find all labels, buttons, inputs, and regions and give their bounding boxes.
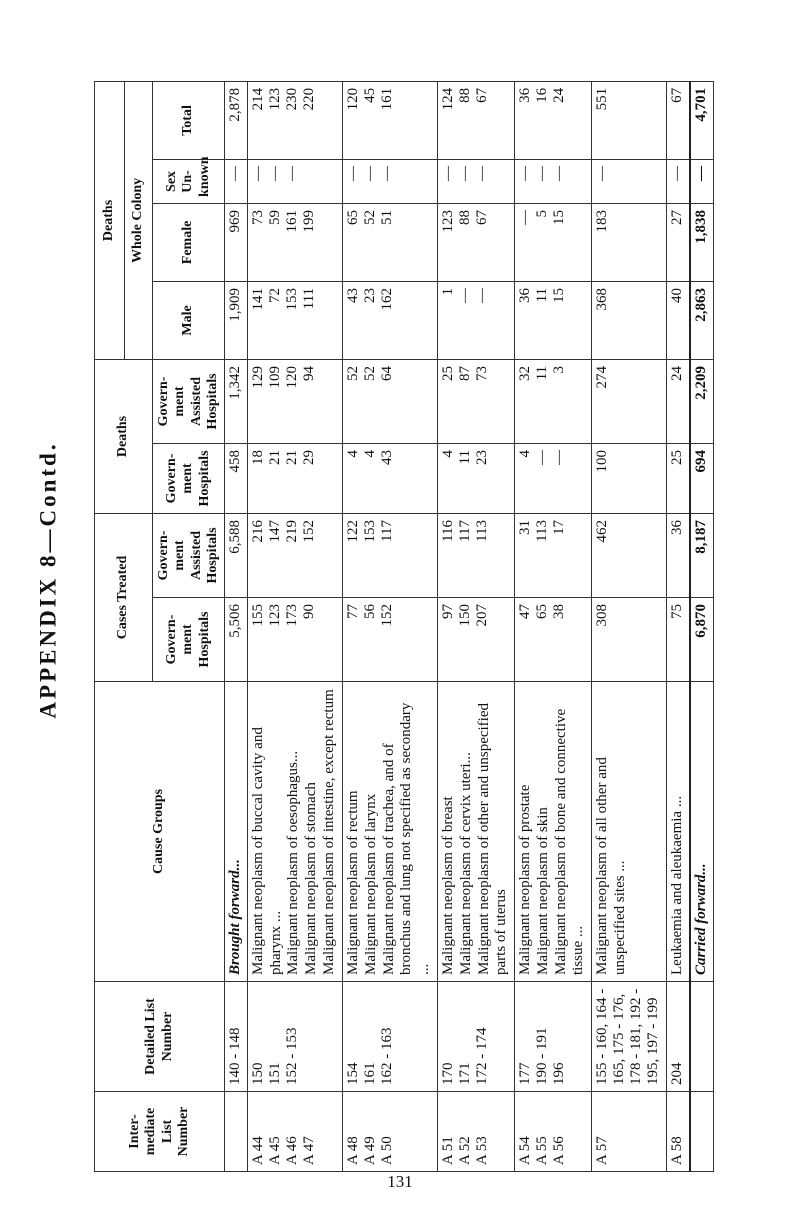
cell-text: — — — [440, 165, 491, 181]
cell-male [666, 281, 690, 359]
cell-deaths-gov [666, 443, 690, 513]
cell-text: 1,342 [227, 365, 243, 400]
cell-text: 2,863 [692, 287, 709, 322]
cell-interm [592, 1092, 666, 1172]
cell-text: 36 16 24 [517, 87, 568, 103]
cell-text: A 54 A 55 A 56 [517, 1136, 568, 1165]
cell-cause [690, 682, 714, 982]
cell-text: 73 59 161 199 [250, 209, 318, 233]
cell-text: 183 [594, 209, 611, 233]
cell-cases-assisted [666, 513, 690, 597]
cell-unknown [343, 159, 438, 203]
cell-total [690, 81, 714, 159]
cell-deaths-assisted [690, 359, 714, 443]
cell-interm [438, 1092, 515, 1172]
header-total: Total [153, 81, 225, 159]
cell-text: 4 — — [517, 449, 568, 465]
cell-text: A 44 A 45 A 46 A 47 [250, 1136, 318, 1165]
cell-total [438, 81, 515, 159]
cell-cases-assisted [690, 513, 714, 597]
cell-text: 100 [594, 449, 611, 473]
cell-cases-gov [592, 598, 666, 682]
header-deaths-colony: Deaths [95, 81, 125, 359]
table-body [225, 81, 714, 1171]
cell-text: A 48 A 49 A 50 [345, 1136, 396, 1165]
cell-text: 25 87 73 [440, 365, 491, 381]
cell-text: 204 [668, 1062, 685, 1085]
cell-detailed [690, 982, 714, 1092]
cell-text: 1,838 [692, 209, 709, 244]
cell-text: 120 45 161 [345, 87, 396, 111]
cell-text: 27 [668, 209, 685, 225]
cell-text: — [594, 165, 611, 181]
cell-text: 140 - 148 [227, 1027, 243, 1085]
cell-text: 368 [594, 287, 611, 311]
cell-female [592, 203, 666, 281]
cell-male [515, 281, 592, 359]
cell-text: — [227, 165, 243, 181]
cell-text: — — — [250, 165, 301, 181]
table-row [592, 81, 666, 1171]
cell-total [343, 81, 438, 159]
cell-total [666, 81, 690, 159]
cell-deaths-gov [343, 443, 438, 513]
cell-text: 47 65 38 [517, 604, 568, 619]
cell-deaths-assisted [438, 359, 515, 443]
cell-text: Carried forward... [692, 863, 709, 975]
table-row [666, 81, 690, 1171]
cell-text: — — — [517, 165, 568, 181]
cell-text: 458 [227, 449, 243, 473]
cell-cause [343, 682, 438, 982]
cell-text: 4 4 43 [345, 449, 396, 465]
header-deaths-assisted: Govern-ment Assisted Hospitals [153, 359, 225, 443]
cell-text: 24 [668, 365, 685, 381]
cell-text: — [692, 165, 709, 181]
cell-text: 122 153 117 [345, 519, 396, 543]
cell-cases-gov [225, 598, 248, 682]
cell-text: 32 11 3 [517, 365, 568, 381]
cell-deaths-assisted [515, 359, 592, 443]
cell-text: 4 11 23 [440, 449, 491, 465]
cell-cause [438, 682, 515, 982]
cell-unknown [438, 159, 515, 203]
cell-text: Leukaemia and aleukaemia ... [668, 795, 685, 975]
cell-cases-gov [343, 598, 438, 682]
table-row [438, 81, 515, 1171]
cell-male [592, 281, 666, 359]
cell-unknown [690, 159, 714, 203]
cell-text: 129 109 120 94 [250, 365, 318, 389]
cell-deaths-gov [515, 443, 592, 513]
cell-cases-assisted [592, 513, 666, 597]
cell-text: — [668, 165, 685, 181]
cell-unknown [666, 159, 690, 203]
cell-text: 170 171 172 - 174 [440, 1027, 491, 1085]
header-whole-colony: Whole Colony [125, 81, 153, 359]
cell-detailed [666, 982, 690, 1092]
cell-cases-assisted [438, 513, 515, 597]
cell-text: — 5 15 [517, 209, 568, 225]
cell-male [438, 281, 515, 359]
cell-female [225, 203, 248, 281]
cell-text: 141 72 153 111 [250, 287, 318, 311]
cell-detailed [343, 982, 438, 1092]
cell-text: A 51 A 52 A 53 [440, 1136, 491, 1165]
cell-cases-gov [666, 598, 690, 682]
cell-text: 969 [227, 209, 243, 233]
cell-detailed [515, 982, 592, 1092]
cell-text: 36 [668, 519, 685, 535]
cell-detailed [225, 982, 248, 1092]
cell-cases-gov [438, 598, 515, 682]
cell-deaths-assisted [248, 359, 343, 443]
cell-male [343, 281, 438, 359]
header-cause-groups: Cause Groups [95, 682, 225, 982]
cell-text: 216 147 219 152 [250, 519, 318, 543]
cell-text: Malignant neoplasm of breast Malignant neoplasm of cervix uteri... Malignant neoplasm of other and unspecified parts of uterus [440, 702, 510, 975]
cell-male [248, 281, 343, 359]
cell-text: — — — [345, 165, 396, 181]
header-cases-gov: Govern-ment Hospitals [153, 598, 225, 682]
cell-text: 462 [594, 519, 611, 543]
table-row [343, 81, 438, 1171]
header-intermediate-list: Inter-mediate List Number [95, 1092, 225, 1172]
page-title: APPENDIX 8—Contd. [36, 441, 61, 719]
cell-text: 2,209 [692, 365, 709, 400]
cell-interm [666, 1092, 690, 1172]
cell-text: 75 [668, 604, 685, 619]
cell-cause [515, 682, 592, 982]
cell-deaths-gov [592, 443, 666, 513]
header-detailed-list: Detailed List Number [95, 982, 225, 1092]
cell-text: 308 [594, 604, 611, 627]
table-row [515, 81, 592, 1171]
cell-text: 31 113 17 [517, 519, 568, 542]
cell-cases-gov [248, 598, 343, 682]
page-title-wrapper [14, 40, 84, 1120]
cell-text: Brought forward... [227, 859, 243, 975]
cell-interm [225, 1092, 248, 1172]
cell-deaths-gov [248, 443, 343, 513]
cell-female [343, 203, 438, 281]
cell-detailed [438, 982, 515, 1092]
cell-deaths-assisted [343, 359, 438, 443]
header-deaths-gov: Govern-ment Hospitals [153, 443, 225, 513]
cell-text: 65 52 51 [345, 209, 396, 225]
cell-text: 150 151 152 - 153 [250, 1027, 301, 1085]
cell-text: 36 11 15 [517, 287, 568, 303]
cell-text: 67 [668, 87, 685, 103]
table-row [690, 81, 714, 1171]
cell-text: A 57 [594, 1136, 611, 1165]
cell-detailed [592, 982, 666, 1092]
cell-text: 116 117 113 [440, 519, 491, 542]
cell-cases-gov [690, 598, 714, 682]
cell-cause [666, 682, 690, 982]
cell-text: 18 21 21 29 [250, 449, 318, 465]
cell-text: 177 190 - 191 196 [517, 1027, 568, 1085]
cell-text: 214 123 230 220 [250, 87, 318, 111]
cell-female [666, 203, 690, 281]
cell-cause [592, 682, 666, 982]
table-row [248, 81, 343, 1171]
header-deaths-hospitals: Deaths [95, 359, 153, 513]
cell-text: 97 150 207 [440, 604, 491, 627]
cell-male [690, 281, 714, 359]
cell-interm [343, 1092, 438, 1172]
cell-text: 8,187 [692, 519, 709, 554]
cell-text: 52 52 64 [345, 365, 396, 381]
cell-total [248, 81, 343, 159]
cell-detailed [248, 982, 343, 1092]
cell-deaths-gov [438, 443, 515, 513]
cell-text: 2,878 [227, 87, 243, 122]
rotated-table-area [94, 82, 714, 1172]
header-cases-assisted: Govern-ment Assisted Hospitals [153, 513, 225, 597]
cell-unknown [592, 159, 666, 203]
cell-text: Malignant neoplasm of prostate Malignant neoplasm of skin Malignant neoplasm of bone and connective tissue ... [517, 708, 587, 975]
cell-text: 274 [594, 365, 611, 389]
cell-text: Malignant neoplasm of buccal cavity and pharynx ... Malignant neoplasm of oesophagus... Malignant neoplasm of stomach Malignant neoplasm of intestine, except rectum [250, 689, 337, 975]
cell-text: 155 - 160, 164 - 165, 175 - 176, 178 - 181, 192 - 195, 197 - 199 [594, 988, 662, 1085]
cell-female [690, 203, 714, 281]
cell-deaths-gov [225, 443, 248, 513]
cell-cases-assisted [248, 513, 343, 597]
cell-text: Malignant neoplasm of all other and unspecified sites ... [594, 757, 629, 975]
cell-total [225, 81, 248, 159]
cell-text: 43 23 162 [345, 287, 396, 311]
cell-deaths-assisted [225, 359, 248, 443]
cell-deaths-gov [690, 443, 714, 513]
cell-female [515, 203, 592, 281]
cell-cases-assisted [225, 513, 248, 597]
cell-text: 40 [668, 287, 685, 303]
cell-text: 6,870 [692, 604, 709, 638]
cell-female [248, 203, 343, 281]
cell-text: 4,701 [692, 87, 709, 122]
cell-cases-assisted [515, 513, 592, 597]
cell-text: 155 123 173 90 [250, 604, 318, 627]
cell-interm [690, 1092, 714, 1172]
cell-text: 5,506 [227, 604, 243, 638]
cell-deaths-assisted [592, 359, 666, 443]
cell-total [515, 81, 592, 159]
header-male: Male [153, 281, 225, 359]
cell-text: A 58 [668, 1136, 685, 1165]
cell-total [592, 81, 666, 159]
cell-male [225, 281, 248, 359]
cell-cause [225, 682, 248, 982]
cell-text: 551 [594, 87, 611, 111]
cell-unknown [515, 159, 592, 203]
cell-text: 77 56 152 [345, 604, 396, 627]
cell-unknown [248, 159, 343, 203]
cell-text: 1 — — [440, 287, 491, 303]
cell-cause [248, 682, 343, 982]
table-row [225, 81, 248, 1171]
header-cases-treated: Cases Treated [95, 513, 153, 681]
cell-interm [515, 1092, 592, 1172]
cell-unknown [225, 159, 248, 203]
cell-cases-assisted [343, 513, 438, 597]
cell-interm [248, 1092, 343, 1172]
cell-text: 154 161 162 - 163 [345, 1027, 396, 1085]
cell-text: Malignant neoplasm of rectum Malignant neoplasm of larynx Malignant neoplasm of trachea, and of bronchus and lung not specified as secondary ... [345, 702, 432, 975]
appendix-table [94, 81, 714, 1172]
cell-text: 1,909 [227, 287, 243, 322]
header-female: Female [153, 203, 225, 281]
cell-female [438, 203, 515, 281]
cell-text: 694 [692, 449, 709, 473]
cell-text: 123 88 67 [440, 209, 491, 233]
cell-text: 124 88 67 [440, 87, 491, 111]
cell-text: 6,588 [227, 519, 243, 554]
cell-cases-gov [515, 598, 592, 682]
header-sex-unknown: Sex Un-known [153, 159, 225, 203]
cell-deaths-assisted [666, 359, 690, 443]
page-number: 131 [387, 1172, 413, 1191]
cell-text: 25 [668, 449, 685, 465]
